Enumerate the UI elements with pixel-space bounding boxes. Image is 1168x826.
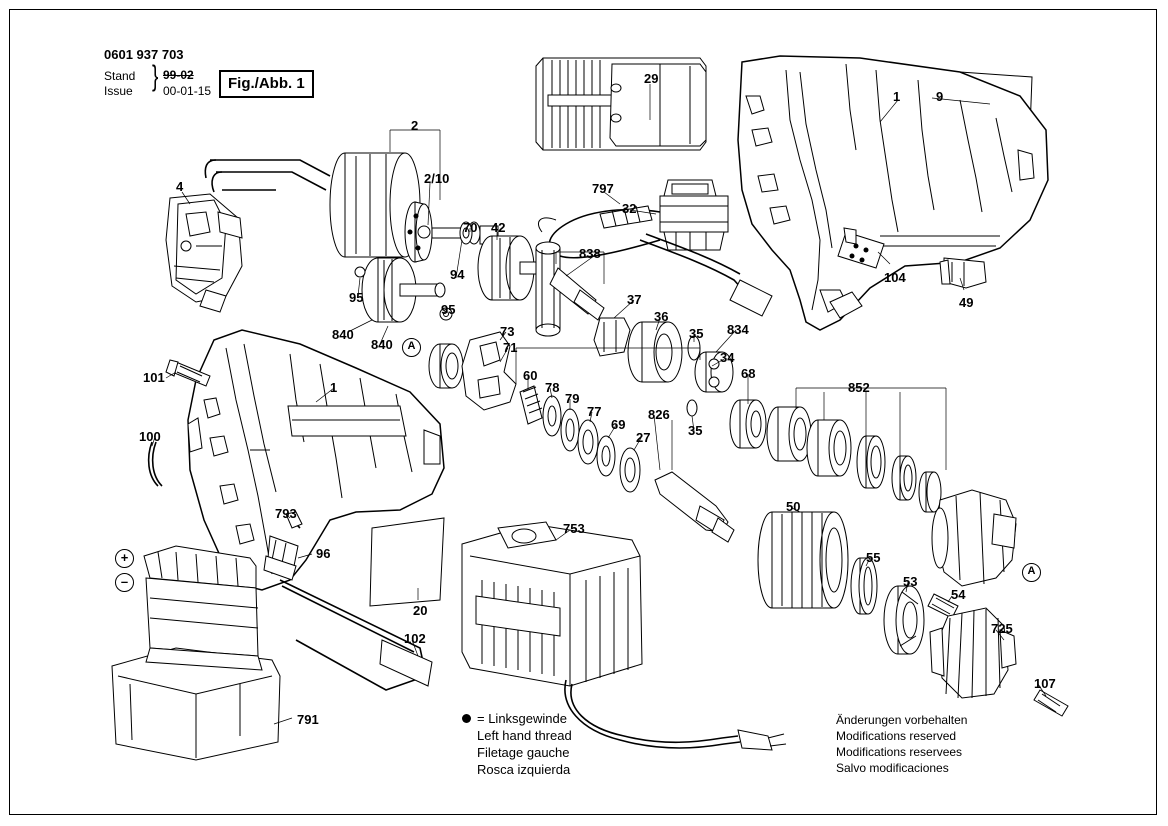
callout-35-b: 35 bbox=[688, 423, 703, 438]
legend-left-hand-thread bbox=[462, 710, 572, 779]
callout-69: 69 bbox=[611, 417, 626, 432]
part-20-plate bbox=[370, 518, 444, 606]
notice-line-en: Modifications reserved bbox=[836, 728, 957, 743]
issue-label: Issue bbox=[104, 84, 133, 98]
figure-label: Fig./Abb. 1 bbox=[219, 70, 314, 98]
part-68-852-rings bbox=[730, 400, 941, 512]
callout-94: 94 bbox=[450, 267, 465, 282]
callout-79: 79 bbox=[565, 391, 580, 406]
callout-840-a: 840 bbox=[332, 327, 354, 342]
bullet-icon bbox=[462, 714, 471, 723]
callout-73: 73 bbox=[500, 324, 515, 339]
legend-line-de: = Linksgewinde bbox=[462, 710, 572, 727]
part-791-battery bbox=[112, 546, 280, 760]
part-4-brush-holder bbox=[166, 194, 242, 312]
notice-line-de: Änderungen vorbehalten bbox=[836, 713, 968, 727]
part-37-36-ring bbox=[594, 318, 682, 382]
callout-1-left: 1 bbox=[330, 380, 338, 395]
callout-68: 68 bbox=[741, 366, 756, 381]
header-brace: } bbox=[152, 61, 159, 93]
callout-102: 102 bbox=[404, 631, 426, 646]
stand-label: Stand bbox=[104, 69, 136, 83]
callout-753: 753 bbox=[563, 521, 585, 536]
callout-725: 725 bbox=[991, 621, 1013, 636]
callout-29: 29 bbox=[644, 71, 659, 86]
callout-53: 53 bbox=[903, 574, 918, 589]
callout-1-top: 1 bbox=[893, 89, 901, 104]
callout-797: 797 bbox=[592, 181, 614, 196]
header-date-struck: 99-02 bbox=[163, 68, 194, 82]
callout-95-b: 95 bbox=[441, 302, 456, 317]
callout-96: 96 bbox=[316, 546, 331, 561]
callout-2: 2 bbox=[411, 118, 419, 133]
parts-washers-springs bbox=[520, 386, 640, 492]
part-50-sleeve bbox=[758, 512, 848, 608]
callout-77: 77 bbox=[587, 404, 602, 419]
callout-793: 793 bbox=[275, 506, 297, 521]
part-number: 0601 937 703 bbox=[104, 47, 184, 62]
part-49-lever bbox=[940, 258, 986, 288]
modification-notice bbox=[836, 713, 967, 777]
callout-71: 71 bbox=[503, 340, 518, 355]
legend-line-fr: Filetage gauche bbox=[477, 745, 570, 761]
match-mark-a-left: A bbox=[402, 338, 421, 357]
battery-minus-marker: – bbox=[115, 573, 134, 592]
battery-plus-marker: + bbox=[115, 549, 134, 568]
callout-55: 55 bbox=[866, 550, 881, 565]
callout-100: 100 bbox=[139, 429, 161, 444]
callout-2-10: 2/10 bbox=[424, 171, 450, 186]
callout-78: 78 bbox=[545, 380, 560, 395]
callout-852: 852 bbox=[848, 380, 870, 395]
callout-4: 4 bbox=[176, 179, 184, 194]
match-mark-a-right: A bbox=[1022, 563, 1041, 582]
callout-20: 20 bbox=[413, 603, 428, 618]
callout-49: 49 bbox=[959, 295, 974, 310]
callout-95-a: 95 bbox=[349, 290, 364, 305]
callout-9: 9 bbox=[936, 89, 944, 104]
callout-101: 101 bbox=[143, 370, 165, 385]
legend-line-es: Rosca izquierda bbox=[477, 762, 571, 778]
callout-104: 104 bbox=[884, 270, 906, 285]
callout-834: 834 bbox=[727, 322, 749, 337]
part-826-output-spindle bbox=[655, 472, 734, 542]
notice-line-fr: Modifications reservees bbox=[836, 744, 963, 759]
callout-42: 42 bbox=[491, 220, 506, 235]
callout-35-a: 35 bbox=[689, 326, 704, 341]
callout-54: 54 bbox=[951, 587, 966, 602]
callout-791: 791 bbox=[297, 712, 319, 727]
callout-32: 32 bbox=[622, 201, 637, 216]
callout-70: 70 bbox=[463, 220, 478, 235]
header-date: 00-01-15 bbox=[163, 84, 212, 98]
part-2-motor bbox=[205, 153, 498, 262]
part-100-wire bbox=[149, 442, 162, 486]
part-840-gear-a bbox=[355, 258, 452, 322]
callout-838: 838 bbox=[579, 246, 601, 261]
legend-line-en: Left hand thread bbox=[477, 728, 572, 744]
callout-37: 37 bbox=[627, 292, 642, 307]
callout-34: 34 bbox=[720, 350, 735, 365]
callout-840-b: 840 bbox=[371, 337, 393, 352]
callout-27: 27 bbox=[636, 430, 651, 445]
callout-826: 826 bbox=[648, 407, 670, 422]
part-29-cover bbox=[536, 58, 706, 150]
callout-50: 50 bbox=[786, 499, 801, 514]
callout-36: 36 bbox=[654, 309, 669, 324]
callout-107: 107 bbox=[1034, 676, 1056, 691]
callout-60: 60 bbox=[523, 368, 538, 383]
notice-line-es: Salvo modificaciones bbox=[836, 760, 949, 775]
gearbox-housing-right bbox=[932, 490, 1016, 586]
